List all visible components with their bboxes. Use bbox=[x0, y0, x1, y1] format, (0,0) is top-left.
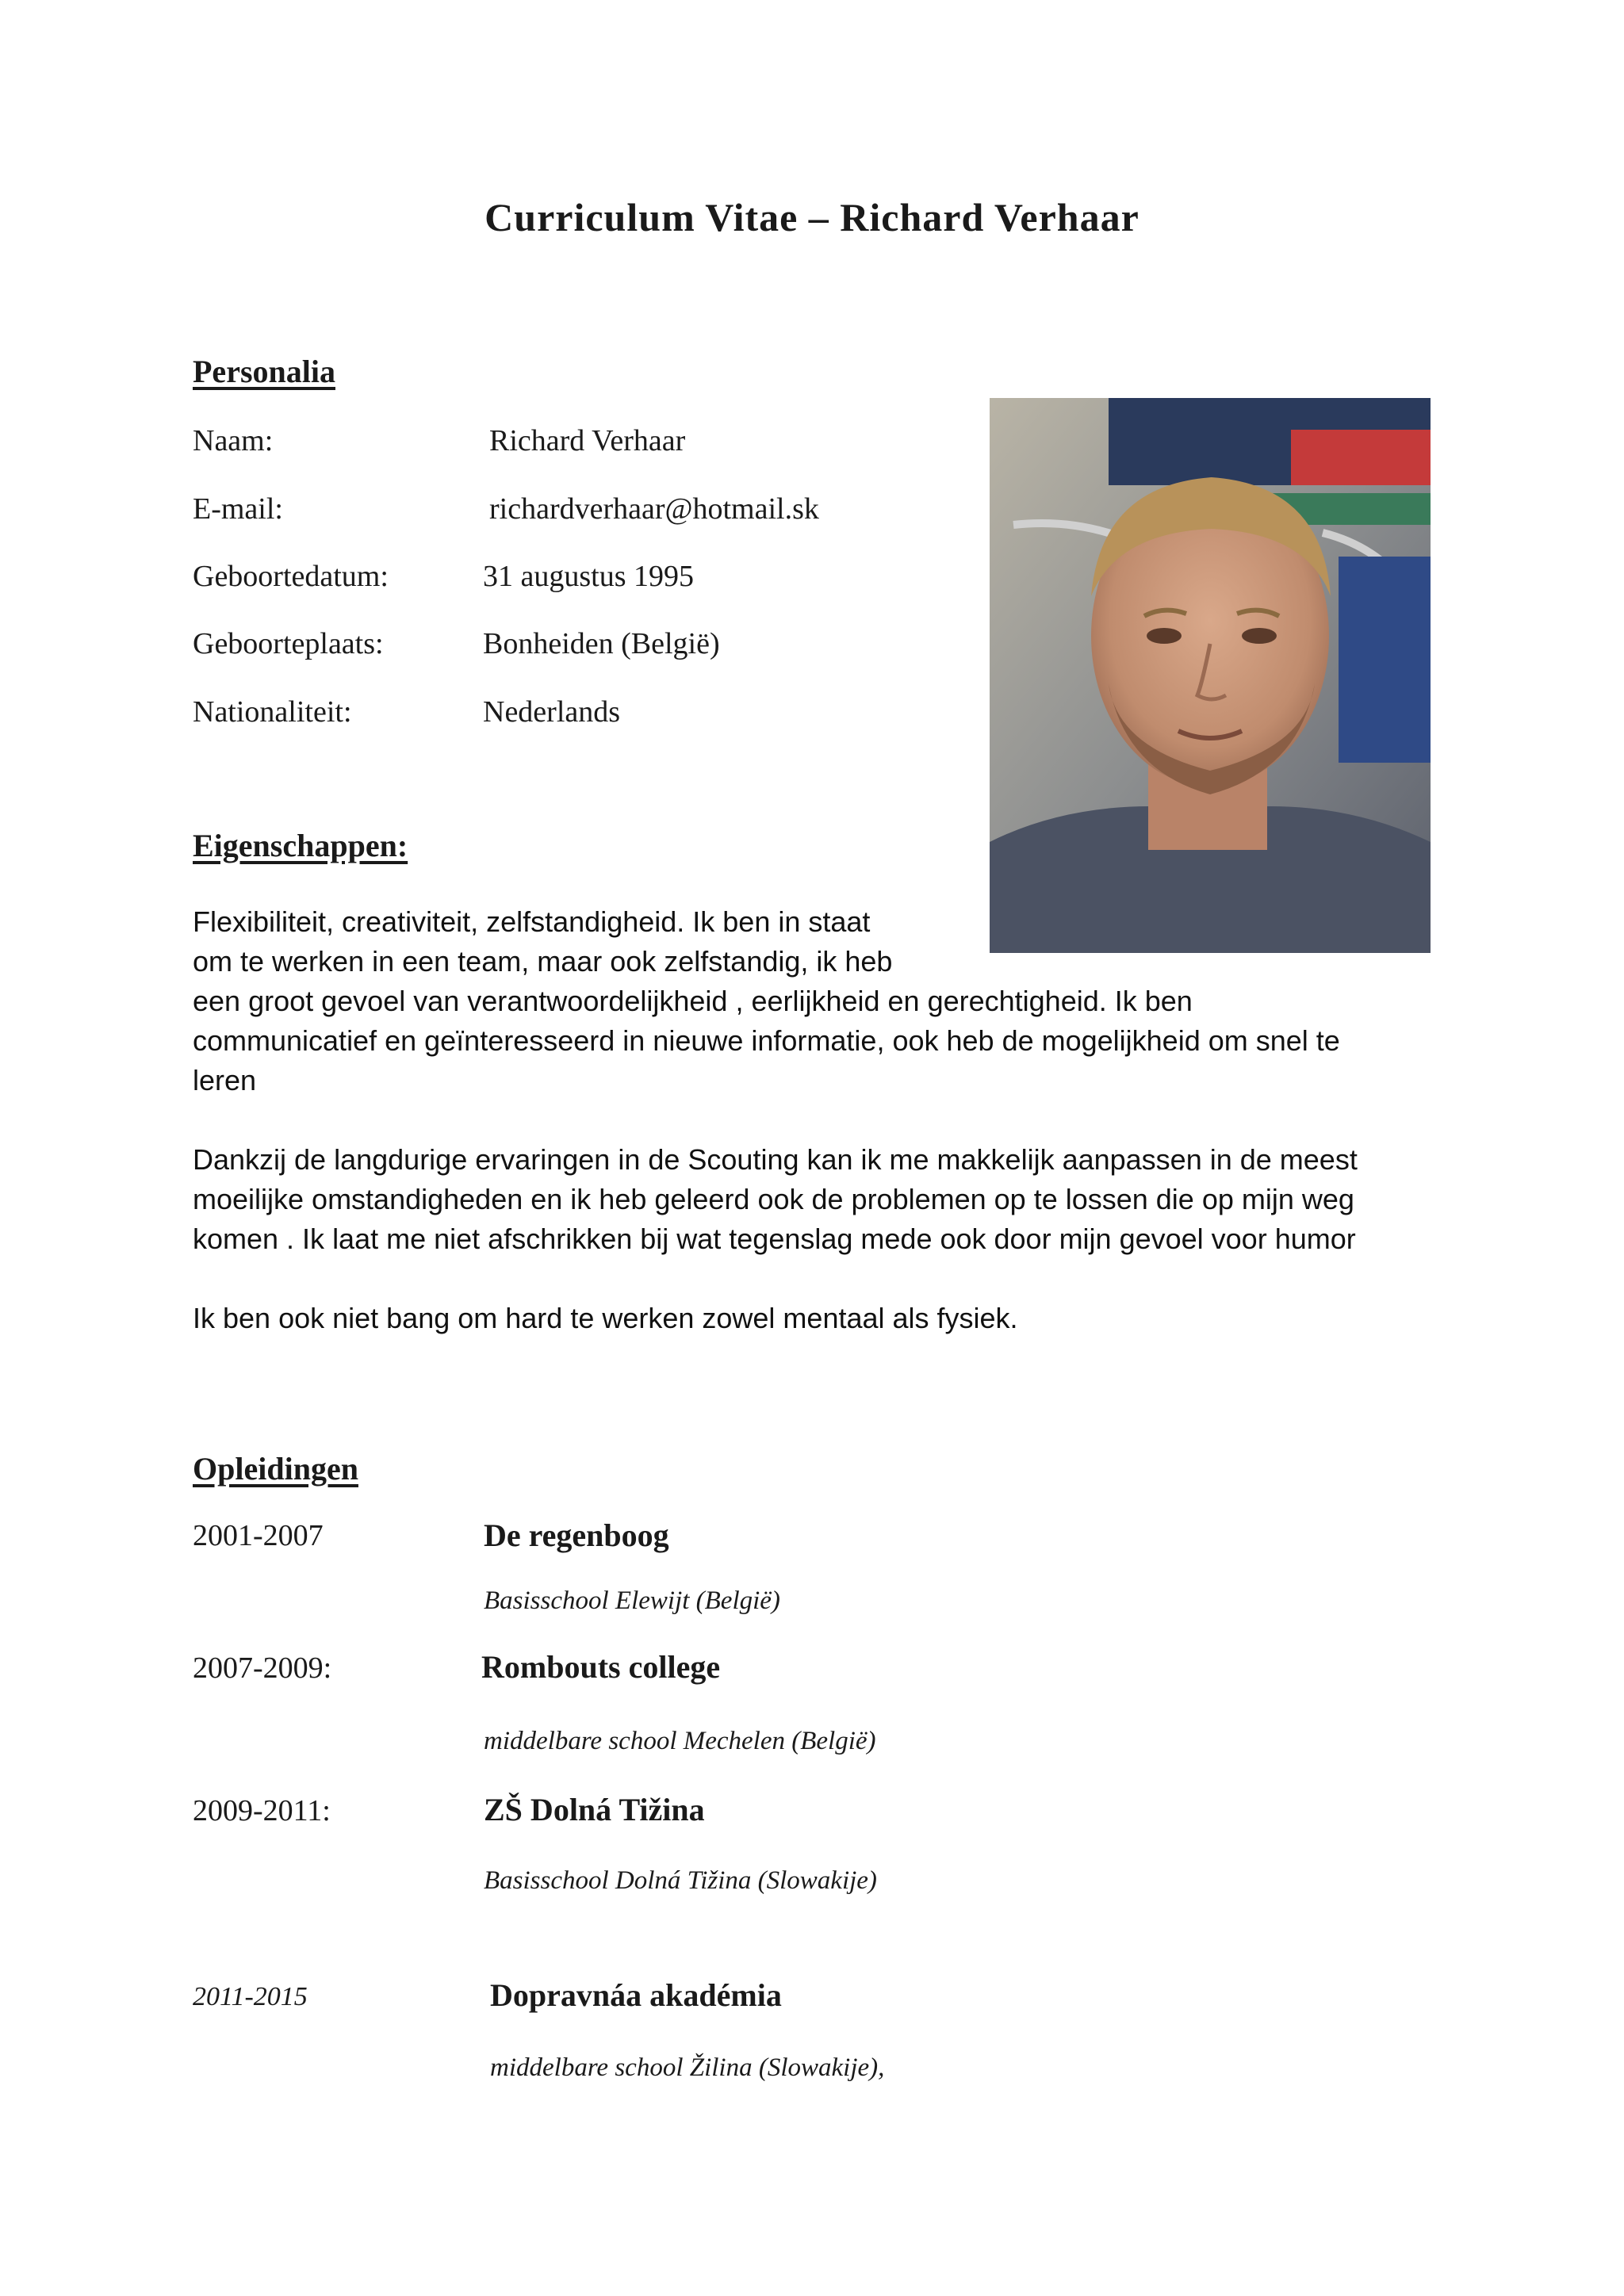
nationality-label: Nationaliteit: bbox=[193, 695, 352, 729]
personalia-heading: Personalia bbox=[193, 354, 335, 389]
eigenschappen-heading: Eigenschappen: bbox=[193, 828, 408, 863]
education-description: Basisschool Elewijt (België) bbox=[484, 1586, 780, 1615]
portrait-image bbox=[990, 398, 1431, 953]
education-description: Basisschool Dolná Tižina (Slowakije) bbox=[484, 1866, 877, 1895]
profile-photo bbox=[990, 398, 1431, 953]
education-years: 2011-2015 bbox=[193, 1982, 308, 2011]
education-school: De regenboog bbox=[484, 1517, 669, 1553]
opleidingen-heading: Opleidingen bbox=[193, 1451, 358, 1487]
text-line: Flexibiliteit, creativiteit, zelfstandigheid. Ik ben in staat bbox=[193, 905, 871, 938]
nationality-value: Nederlands bbox=[483, 695, 621, 729]
education-years: 2001-2007 bbox=[193, 1519, 324, 1552]
text-line: Dankzij de langdurige ervaringen in de Scouting kan ik me makkelijk aanpassen in de meest bbox=[193, 1143, 1358, 1176]
education-years: 2007-2009: bbox=[193, 1651, 332, 1685]
education-description: middelbare school Mechelen (België) bbox=[484, 1727, 876, 1755]
birthplace-label: Geboorteplaats: bbox=[193, 627, 384, 660]
education-school: Dopravnáa akadémia bbox=[490, 1977, 782, 2013]
text-line: communicatief en geïnteresseerd in nieuwe informatie, ook heb de mogelijkheid om snel te bbox=[193, 1024, 1340, 1057]
email-value: richardverhaar@hotmail.sk bbox=[489, 492, 819, 526]
text-line: moeilijke omstandigheden en ik heb geleerd ook de problemen op te lossen die op mijn weg bbox=[193, 1183, 1354, 1215]
birthplace-value: Bonheiden (België) bbox=[483, 627, 720, 660]
text-line: komen . Ik laat me niet afschrikken bij wat tegenslag mede ook door mijn gevoel voor humor bbox=[193, 1223, 1356, 1255]
education-school: ZŠ Dolná Tižina bbox=[484, 1792, 705, 1827]
birthdate-label: Geboortedatum: bbox=[193, 560, 389, 593]
email-label: E-mail: bbox=[193, 492, 283, 526]
education-years: 2009-2011: bbox=[193, 1794, 331, 1827]
text-line: leren bbox=[193, 1064, 257, 1096]
page-title: Curriculum Vitae – Richard Verhaar bbox=[485, 195, 1139, 239]
name-label: Naam: bbox=[193, 424, 274, 457]
text-line: Ik ben ook niet bang om hard te werken zowel mentaal als fysiek. bbox=[193, 1302, 1018, 1334]
birthdate-value: 31 augustus 1995 bbox=[483, 560, 694, 593]
education-school: Rombouts college bbox=[481, 1649, 721, 1685]
education-description: middelbare school Žilina (Slowakije), bbox=[490, 2053, 885, 2082]
text-line: een groot gevoel van verantwoordelijkheid , eerlijkheid en gerechtigheid. Ik ben bbox=[193, 985, 1193, 1017]
text-line: om te werken in een team, maar ook zelfstandig, ik heb bbox=[193, 945, 893, 978]
name-value: Richard Verhaar bbox=[489, 424, 686, 457]
